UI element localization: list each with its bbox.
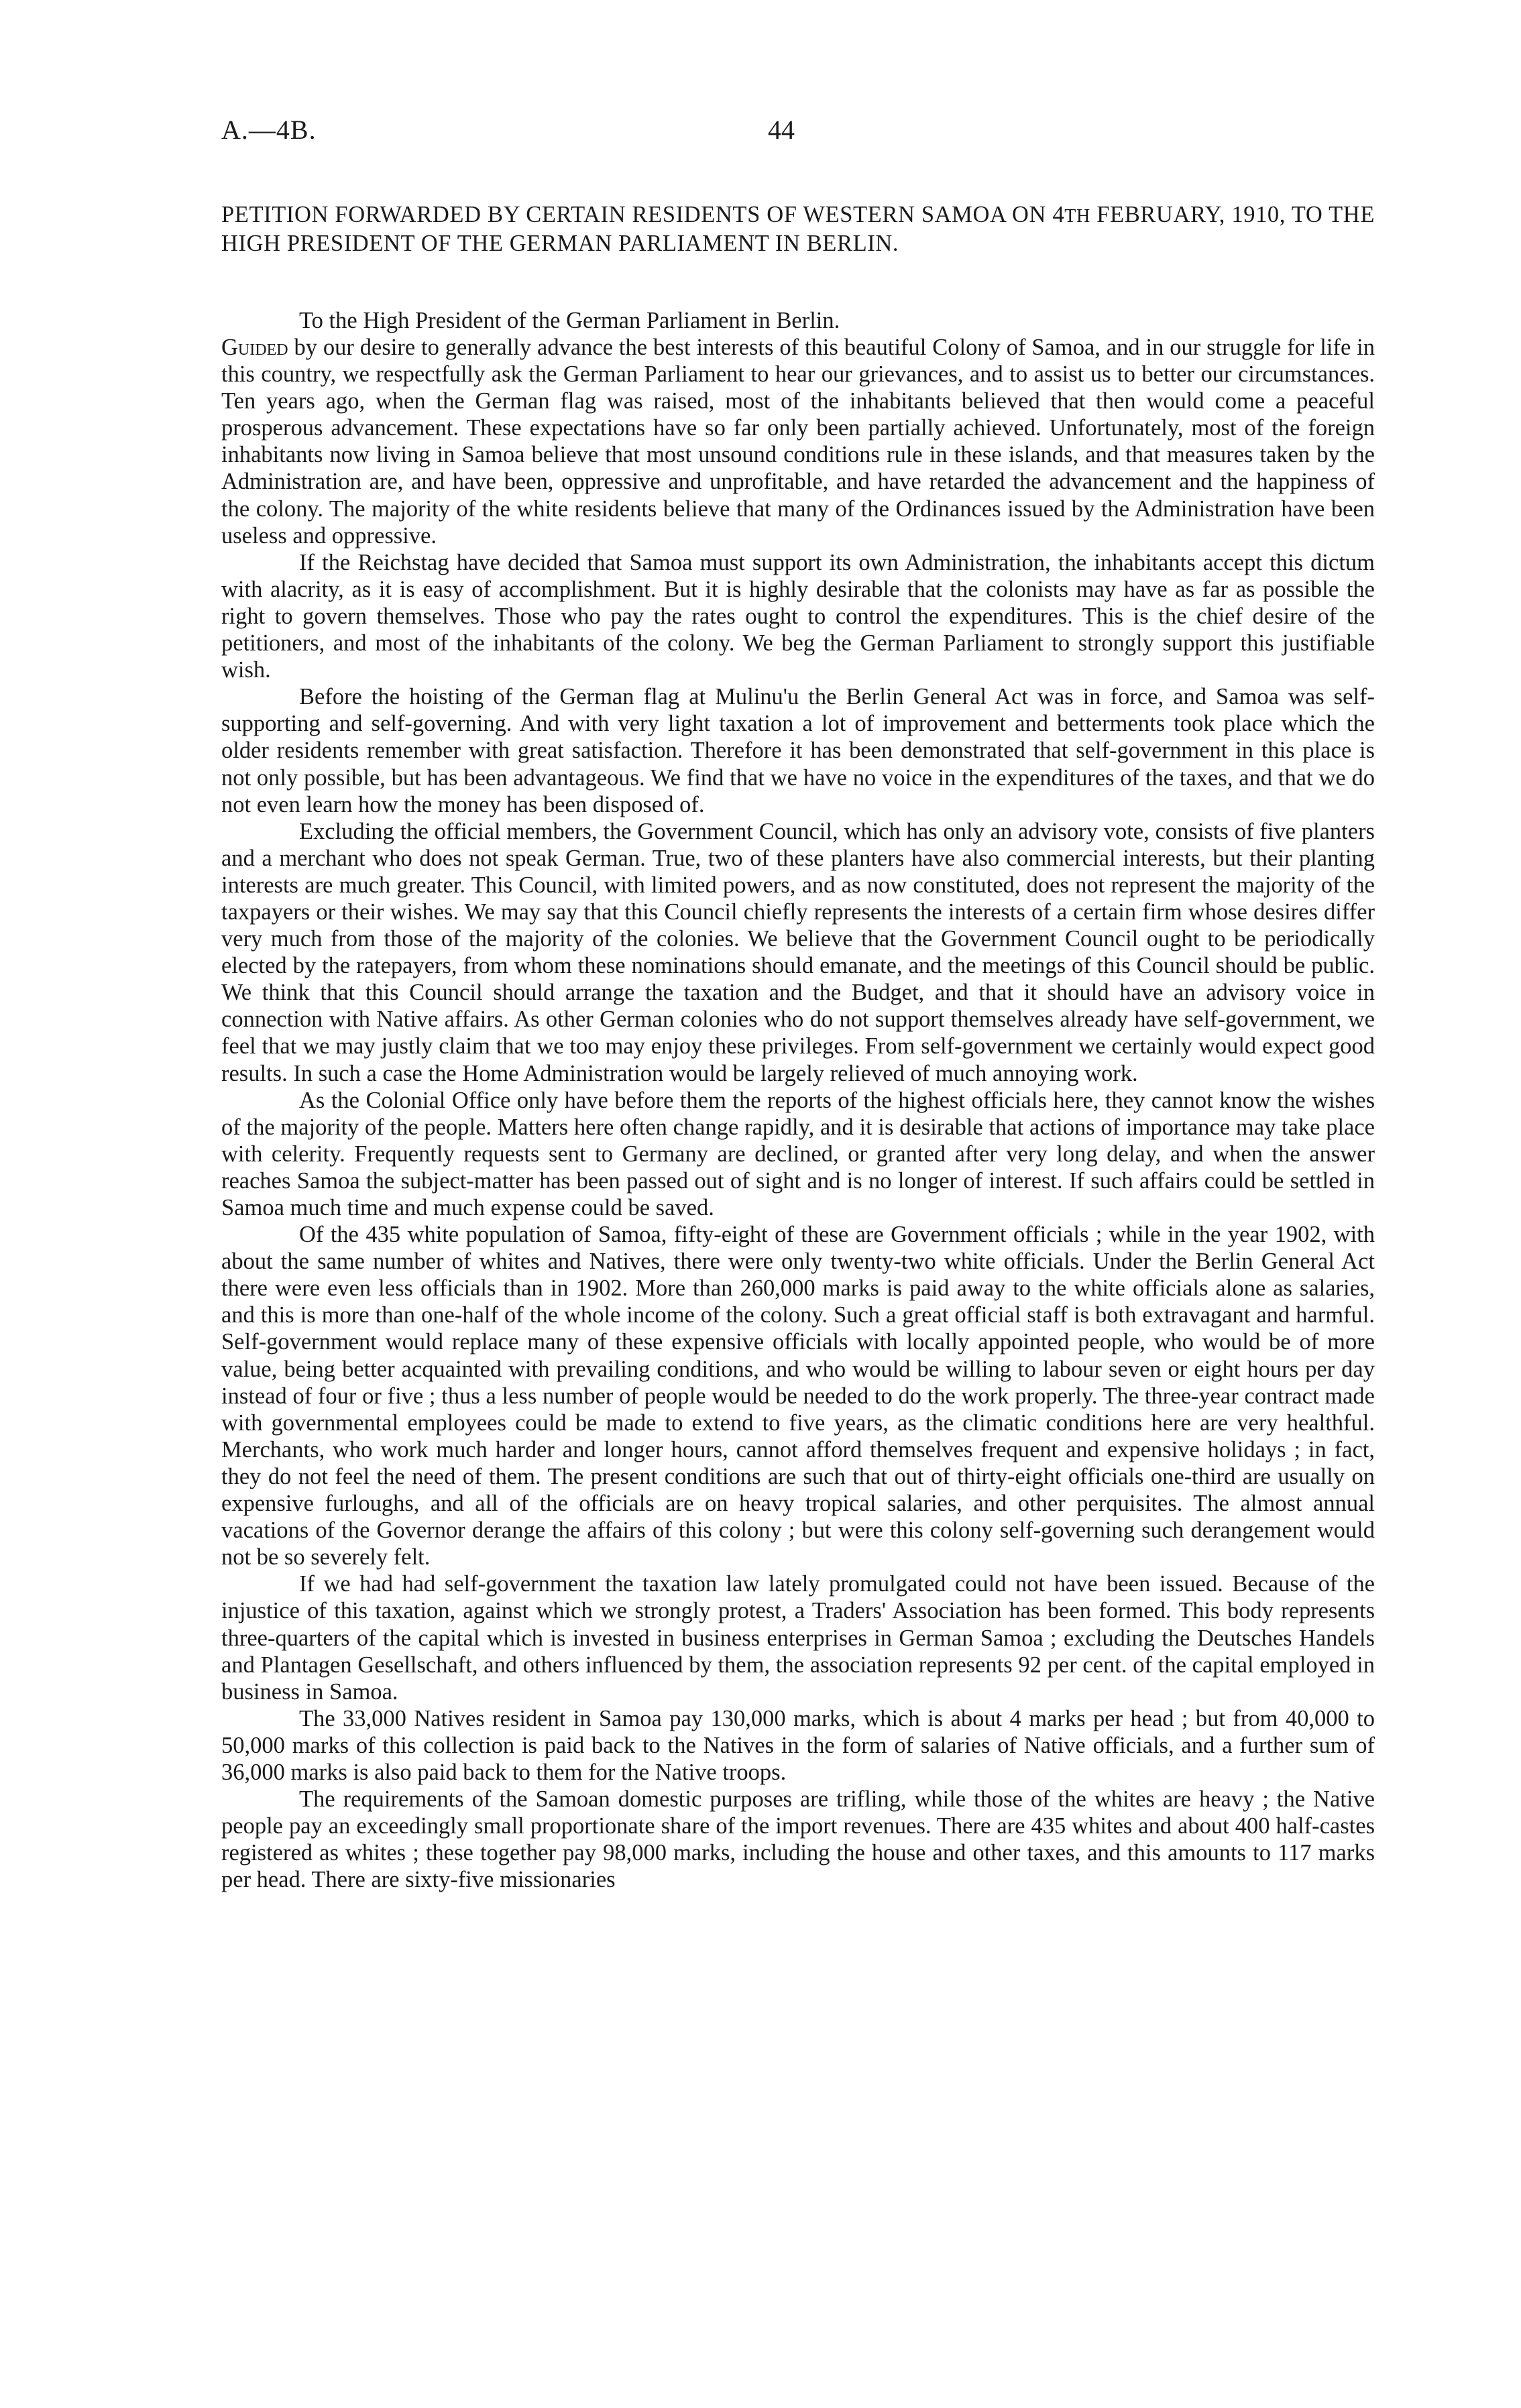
page-number: 44	[768, 115, 795, 145]
title-day-suffix: TH	[1064, 206, 1090, 227]
title-day-number: 4	[1052, 202, 1065, 227]
paragraph-9: The requirements of the Samoan domestic purposes are trifling, while those of the whites are heavy ; the Native people pay an exceedingly small proportionate share of the import revenues. There are 435 whites and about 400 half-castes registered as whites ; these together pay 98,000 marks, including the house and other taxes, and this amounts to 117 marks per head. There are sixty-five missionaries	[221, 1786, 1375, 1893]
paragraph-6: Of the 435 white population of Samoa, fifty-eight of these are Government officials ; while in the year 1902, with about the same number of whites and Natives, there were only twenty-two white officials. Under the Berlin General Act there were even less officials than in 1902. More than 260,000 marks is paid away to the white officials alone as salaries, and this is more than one-half of the whole income of the colony. Such a great official staff is both extravagant and harmful. Self-government would replace many of these expensive officials with locally appointed people, who would be of more value, being better acquainted with prevailing conditions, and who would be willing to labour seven or eight hours per day instead of four or five ; thus a less number of people would be needed to do the work properly. The three-year contract made with governmental employees could be made to extend to five years, as the climatic conditions here are very healthful. Merchants, who work much harder and longer hours, cannot afford themselves frequent and expensive holidays ; in fact, they do not feel the need of them. The present conditions are such that out of thirty-eight officials one-third are usually on expensive furloughs, and all of the officials are on heavy tropical salaries, and other perquisites. The almost annual vacations of the Governor derange the affairs of this colony ; but were this colony self-governing such derangement would not be so severely felt.	[221, 1222, 1375, 1570]
document-reference: A.—4B.	[221, 115, 317, 145]
paragraph-3: Before the hoisting of the German flag at Mulinu'u the Berlin General Act was in force, and Samoa was self-supporting and self-governing. And with very light taxation a lot of improvement and betterments took place which the older residents remember with great satisfaction. Therefore it has been demonstrated that self-government in this place is not only possible, but has been advantageous. We find that we have no voice in the expenditures of the taxes, and that we do not even learn how the money has been disposed of.	[221, 684, 1375, 817]
paragraph-4: Excluding the official members, the Government Council, which has only an advisory vote, consists of five planters and a merchant who does not speak German. True, two of these planters have also commercial interests, but their planting interests are much greater. This Council, with limited powers, and as now constituted, does not represent the majority of the taxpayers or their wishes. We may say that this Council chiefly represents the interests of a certain firm whose desires differ very much from those of the majority of the colonies. We believe that the Government Council ought to be periodically elected by the ratepayers, from whom these nominations should emanate, and the meetings of this Council should be public. We think that this Council should arrange the taxation and the Budget, and that it should have an advisory voice in connection with Native affairs. As other German colonies who do not support themselves already have self-government, we feel that we may justly claim that we too may enjoy these privileges. From self-government we certainly would expect good results. In such a case the Home Administration would be largely relieved of much annoying work.	[221, 818, 1375, 1086]
paragraph-1-text: by our desire to generally advance the best interests of this beautiful Colony of Samoa, and in our struggle for life in this country, we respectfully ask the German Parliament to hear our grievances, and to assist us to better our circumstances. Ten years ago, when the German flag was raised, most of the inhabitants believed that then would come a peaceful prosperous advancement. These expectations have so far only been partially achieved. Unfortunately, most of the foreign inhabitants now living in Samoa believe that most unsound conditions rule in these islands, and that measures taken by the Administration are, and have been, oppressive and unprofitable, and have retarded the advancement and the happiness of the colony. The majority of the white residents believe that many of the Ordinances issued by the Administration have been useless and oppressive.	[221, 335, 1375, 549]
addressee-line: To the High President of the German Parliament in Berlin.	[299, 308, 840, 333]
paragraph-2: If the Reichstag have decided that Samoa must support its own Administration, the inhabitants accept this dictum with alacrity, as it is easy of accomplishment. But it is highly desirable that the colonists may have as far as possible the right to govern themselves. Those who pay the rates ought to control the expenditures. This is the chief desire of the petitioners, and most of the inhabitants of the colony. We beg the German Parliament to strongly support this justifiable wish.	[221, 549, 1375, 683]
petition-title	[221, 201, 1375, 257]
running-head	[221, 114, 1361, 154]
lead-word: Guided	[221, 335, 288, 360]
petition-body	[221, 334, 1375, 1893]
paragraph-8: The 33,000 Natives resident in Samoa pay 130,000 marks, which is about 4 marks per head ; but from 40,000 to 50,000 marks of this collection is paid back to the Natives in the form of salaries of Native officials, and a further sum of 36,000 marks is also paid back to them for the Native troops.	[221, 1705, 1375, 1785]
title-main: PETITION FORWARDED BY CERTAIN RESIDENTS OF WESTERN SAMOA ON	[221, 202, 1053, 227]
paragraph-7: If we had had self-government the taxation law lately promulgated could not have been issued. Because of the injustice of this taxation, against which we strongly protest, a Traders' Association has been formed. This body represents three-quarters of the capital which is invested in business enterprises in German Samoa ; excluding the Deutsches Handels and Plantagen Gesellschaft, and others influenced by them, the association represents 92 per cent. of the capital employed in business in Samoa.	[221, 1571, 1375, 1705]
paragraph-5: As the Colonial Office only have before them the reports of the highest officials here, they cannot know the wishes of the majority of the people. Matters here often change rapidly, and it is desirable that actions of importance may take place with celerity. Frequently requests sent to Germany are declined, or granted after very long delay, and when the answer reaches Samoa the subject-matter has been passed out of sight and is no longer of interest. If such affairs could be settled in Samoa much time and much expense could be saved.	[221, 1087, 1375, 1220]
title-rest: FEBRUARY, 1910, TO THE HIGH PRESIDENT OF THE GERMAN PARLIAMENT IN BERLIN.	[221, 202, 1375, 256]
paragraph-1	[221, 334, 1375, 549]
